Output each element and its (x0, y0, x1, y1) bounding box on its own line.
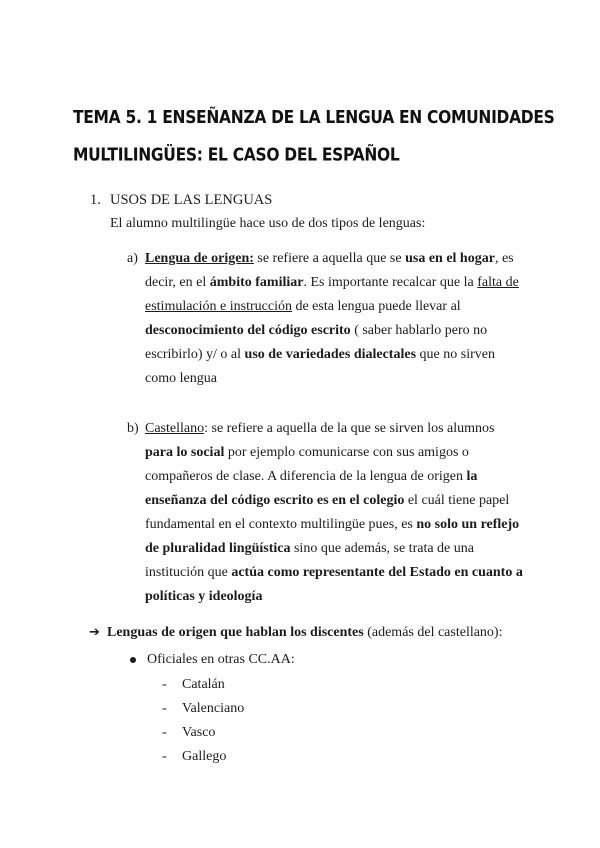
term-castellano: Castellano (145, 421, 205, 436)
dash-item-label: Valenciano (182, 701, 245, 716)
item-b-line (145, 468, 477, 486)
emphasis-run: desconocimiento del código escrito (145, 323, 351, 338)
emphasis-run: Lenguas de origen que hablan los discentes (107, 625, 364, 640)
item-b-line (145, 564, 523, 582)
item-b-line (145, 420, 495, 438)
item-b-line (145, 516, 519, 534)
emphasis-run: de pluralidad lingüística (145, 541, 291, 556)
emphasis-run: enseñanza del código escrito es en el colegio (145, 493, 405, 508)
emphasis-run: políticas y ideología (145, 589, 263, 604)
emphasis-run: uso de variedades dialectales (244, 347, 417, 362)
item-a-line (145, 322, 487, 340)
emphasis-run: no solo un reflejo (416, 517, 520, 532)
text-run: escribirlo) y/ o al (145, 347, 245, 362)
item-b-line (145, 540, 474, 558)
text-run: el cuál tiene papel (404, 493, 510, 508)
text-run: compañeros de clase. A diferencia de la lengua de origen (145, 469, 467, 484)
term-lengua-de-origen: Lengua de origen: (145, 251, 254, 266)
item-b-marker: b) (127, 421, 139, 436)
emphasis-run: ámbito familiar (209, 275, 304, 290)
dash-marker: - (162, 677, 167, 692)
text-run: : se refiere a aquella de la que se sirven los alumnos (204, 421, 495, 436)
text-run: ( saber hablarlo pero no (350, 323, 488, 338)
item-a-line (145, 250, 514, 268)
dash-item-label: Gallego (182, 749, 227, 764)
section-heading: USOS DE LAS LENGUAS (110, 192, 273, 208)
item-b-line (145, 588, 262, 606)
emphasis-run: la (466, 469, 478, 484)
document-title-line-2: MULTILINGÜES: EL CASO DEL ESPAÑOL (73, 144, 400, 166)
text-run: institución que (145, 565, 232, 580)
underlined-run: estimulación e instrucción (145, 299, 292, 314)
text-run: por ejemplo comunicarse con sus amigos o (224, 445, 469, 460)
text-run: (además del castellano): (363, 625, 503, 640)
section-intro: El alumno multilingüe hace uso de dos tipos de lenguas: (110, 216, 426, 231)
item-a-line (145, 346, 495, 364)
emphasis-run: usa en el hogar (405, 251, 495, 266)
item-a-line (145, 274, 519, 292)
text-run: como lengua (145, 371, 217, 386)
item-b-line (145, 492, 509, 510)
dash-marker: - (162, 725, 167, 740)
arrow-item-line (107, 624, 503, 642)
text-run: que no sirven (416, 347, 495, 362)
section-number: 1. (90, 192, 101, 208)
item-a-marker: a) (127, 251, 138, 266)
dash-item-label: Catalán (182, 677, 225, 692)
text-run: de esta lengua puede llevar al (291, 299, 461, 314)
bullet-dot-icon (130, 657, 136, 663)
text-run: se refiere a aquella que se (253, 251, 406, 266)
emphasis-run: para lo social (145, 445, 225, 460)
arrow-bullet-icon: ➔ (89, 625, 100, 640)
item-a-line (145, 370, 217, 388)
text-run: , es (494, 251, 514, 266)
dash-marker: - (162, 749, 167, 764)
emphasis-run: actúa como representante del Estado en cuanto a (231, 565, 523, 580)
text-run: . Es importante recalcar que la (303, 275, 478, 290)
text-run: fundamental en el contexto multilingüe pues, es (145, 517, 417, 532)
document-title-line-1: TEMA 5. 1 ENSEÑANZA DE LA LENGUA EN COMUNIDADES (73, 106, 555, 128)
text-run: decir, en el (145, 275, 210, 290)
dash-item-label: Vasco (182, 725, 216, 740)
dash-marker: - (162, 701, 167, 716)
item-b-line (145, 444, 469, 462)
text-run: sino que además, se trata de una (290, 541, 474, 556)
bullet-item-label: Oficiales en otras CC.AA: (147, 652, 295, 667)
item-a-line (145, 298, 461, 316)
underlined-run: falta de (477, 275, 519, 290)
